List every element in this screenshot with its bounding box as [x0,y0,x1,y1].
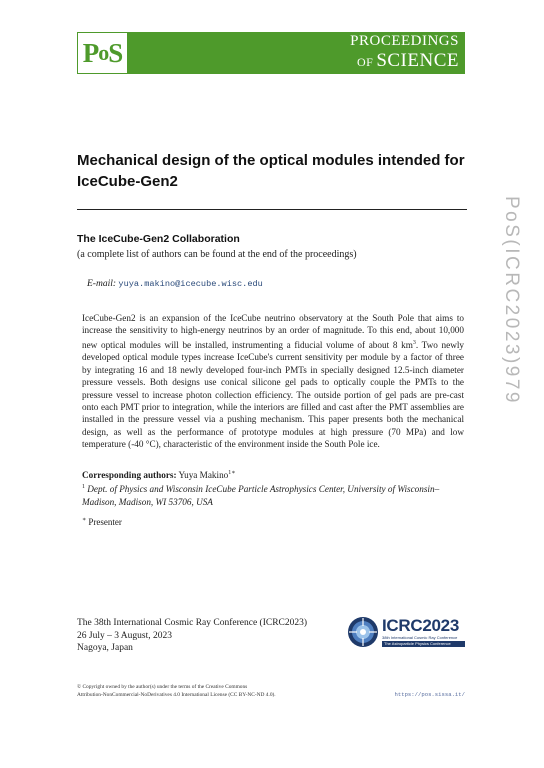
icrc-tagline: The Astroparticle Physics Conference [382,641,465,647]
copyright-line-1: © Copyright owned by the author(s) under the terms of the Creative Commons [77,684,248,690]
pos-logo-s: S [108,37,123,68]
icrc-subtitle: 38th International Cosmic Ray Conference [382,635,458,640]
pos-url-link[interactable]: https://pos.sissa.it/ [394,691,465,698]
corresponding-author: Yuya Makino [178,470,229,481]
abstract [82,312,464,451]
banner-of: OF [356,55,374,69]
corresponding-authors [82,467,464,508]
icrc-logo [347,616,465,648]
presenter-mark: ∗ [82,517,87,523]
title-rule [77,209,467,210]
pos-identifier: PoS(ICRC2023)979 [501,196,522,405]
conference-location: Nagoya, Japan [77,643,133,654]
collaboration-note: (a complete list of authors can be found at the end of the proceedings) [77,249,357,260]
pos-logo-o: o [98,40,109,65]
icrc-emblem-icon [347,616,379,648]
conference-name: The 38th International Cosmic Ray Conference (ICRC2023) [77,618,308,628]
banner-text [350,34,459,70]
banner-science: SCIENCE [376,50,459,71]
banner-of-science [350,51,459,70]
conference-dates: 26 July – 3 August, 2023 [77,630,173,641]
corresponding-author-sup: 1∗ [228,470,236,476]
pos-logo-p: P [82,37,99,68]
icrc-name: ICRC2023 [382,616,459,635]
affiliation-sup: 1 [82,484,85,491]
pos-banner [77,32,465,74]
banner-proceedings: PROCEEDINGS [350,33,459,49]
abstract-text-2: . Two newly developed optical module types increase IceCube's current sensitivity per module by a factor of three by integrating 16 and 18 newly developed four-inch PMTs in specially designed 12.5-inch diameter pressure vessels. Both designs use conical silicone gel pads to optically couple the PMTs to the pressure vessel to increase photon collection efficiency. The outside portion of gel pads are pre-cast onto each PMT prior to integration, while the interiors are filled and cast after the PMT assemblies are installed in the pressure vessel via a pushing mechanism. This paper presents both the mechanical design, as well as the performance of prototype modules at high pressure (70 MPa) and low temperature (-40 °C), characteristic of the environment inside the South Pole ice. [82,339,464,450]
paper-title: Mechanical design of the optical modules intended for IceCube-Gen2 [77,152,465,190]
affiliation-text: Dept. of Physics and Wisconsin IceCube Particle Astrophysics Center, University of Wisconsin–Madison, Madison, WI 53706, USA [82,484,440,507]
email-label: E-mail: [87,279,117,289]
copyright-line-2: Attribution-NonCommercial-NoDerivatives 4.0 International License (CC BY-NC-ND 4.0). [77,691,276,698]
abstract-text-1: IceCube-Gen2 is an expansion of the IceCube neutrino observatory at the South Pole that aims to increase the sensitivity to high-energy neutrinos by an order of magnitude. To this end, about 10,000 new optical modules will be installed, instrumenting a fiducial volume of about 8 km [82,313,464,350]
presenter-label: Presenter [88,517,122,527]
copyright-notice [77,684,276,699]
pos-logo [77,32,128,74]
collaboration-name: The IceCube-Gen2 Collaboration [77,233,240,245]
conference-info [77,617,307,655]
pos-sidebar [500,196,524,462]
email-address-link[interactable]: yuya.makino@icecube.wisc.edu [118,279,263,289]
email-line [87,279,263,289]
presenter-note [82,516,122,527]
abstract-sup: 3 [412,339,416,346]
corresponding-label: Corresponding authors: [82,470,177,481]
